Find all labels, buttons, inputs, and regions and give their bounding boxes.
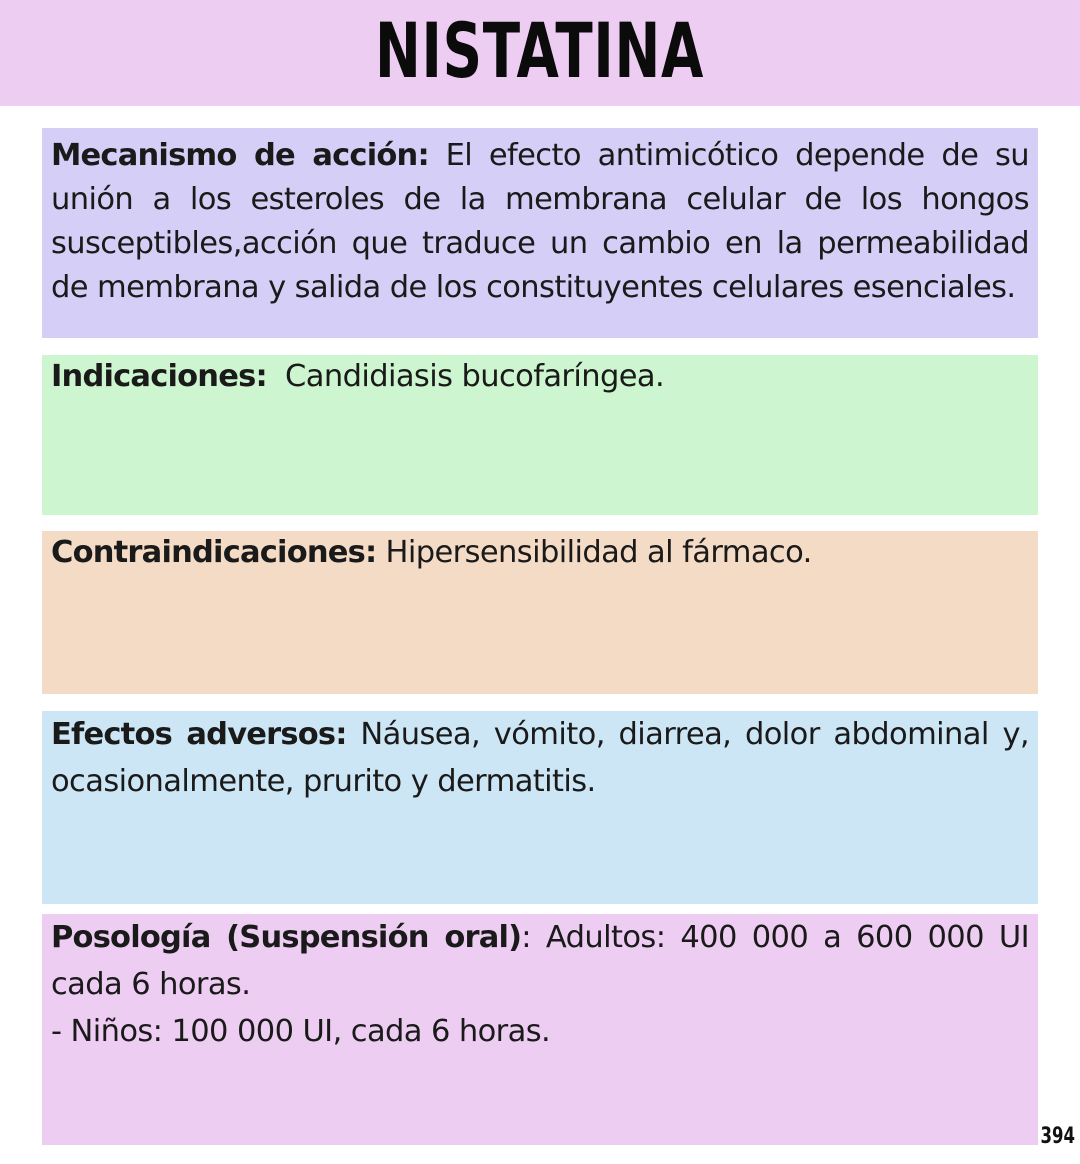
contraindicaciones-label: Contraindicaciones:	[51, 535, 377, 570]
posologia-text: : Adultos: 400 000 a 600 000 UI cada 6 horas.	[51, 920, 1029, 1002]
section-efectos-adversos	[42, 711, 1038, 904]
indicaciones-text: Candidiasis bucofaríngea.	[266, 359, 665, 394]
page-number: 394	[1040, 1124, 1075, 1149]
page-title: NISTATINA	[375, 5, 705, 95]
posologia-paragraph	[51, 914, 1029, 1008]
posologia-label: Posología (Suspensión oral)	[51, 920, 522, 955]
contraindicaciones-text: Hipersensibilidad al fármaco.	[376, 535, 812, 570]
efectos-label: Efectos adversos:	[51, 717, 347, 752]
mecanismo-label: Mecanismo de acción:	[51, 138, 429, 173]
posologia-ninos: - Niños: 100 000 UI, cada 6 horas.	[51, 1014, 551, 1049]
indicaciones-label: Indicaciones:	[51, 359, 267, 394]
efectos-text: Náusea, vómito, diarrea, dolor abdominal y, ocasionalmente, prurito y dermatitis.	[51, 717, 1030, 799]
section-posologia	[42, 914, 1038, 1145]
section-mecanismo	[42, 128, 1038, 338]
section-contraindicaciones	[42, 531, 1038, 694]
section-indicaciones	[42, 355, 1038, 515]
title-banner	[0, 0, 1080, 106]
mecanismo-text: El efecto antimicótico depende de su unión a los esteroles de la membrana celular de los hongos susceptibles,acción que traduce un cambio en la permeabilidad de membrana y salida de los constituyentes celulares esenciales.	[51, 138, 1029, 305]
